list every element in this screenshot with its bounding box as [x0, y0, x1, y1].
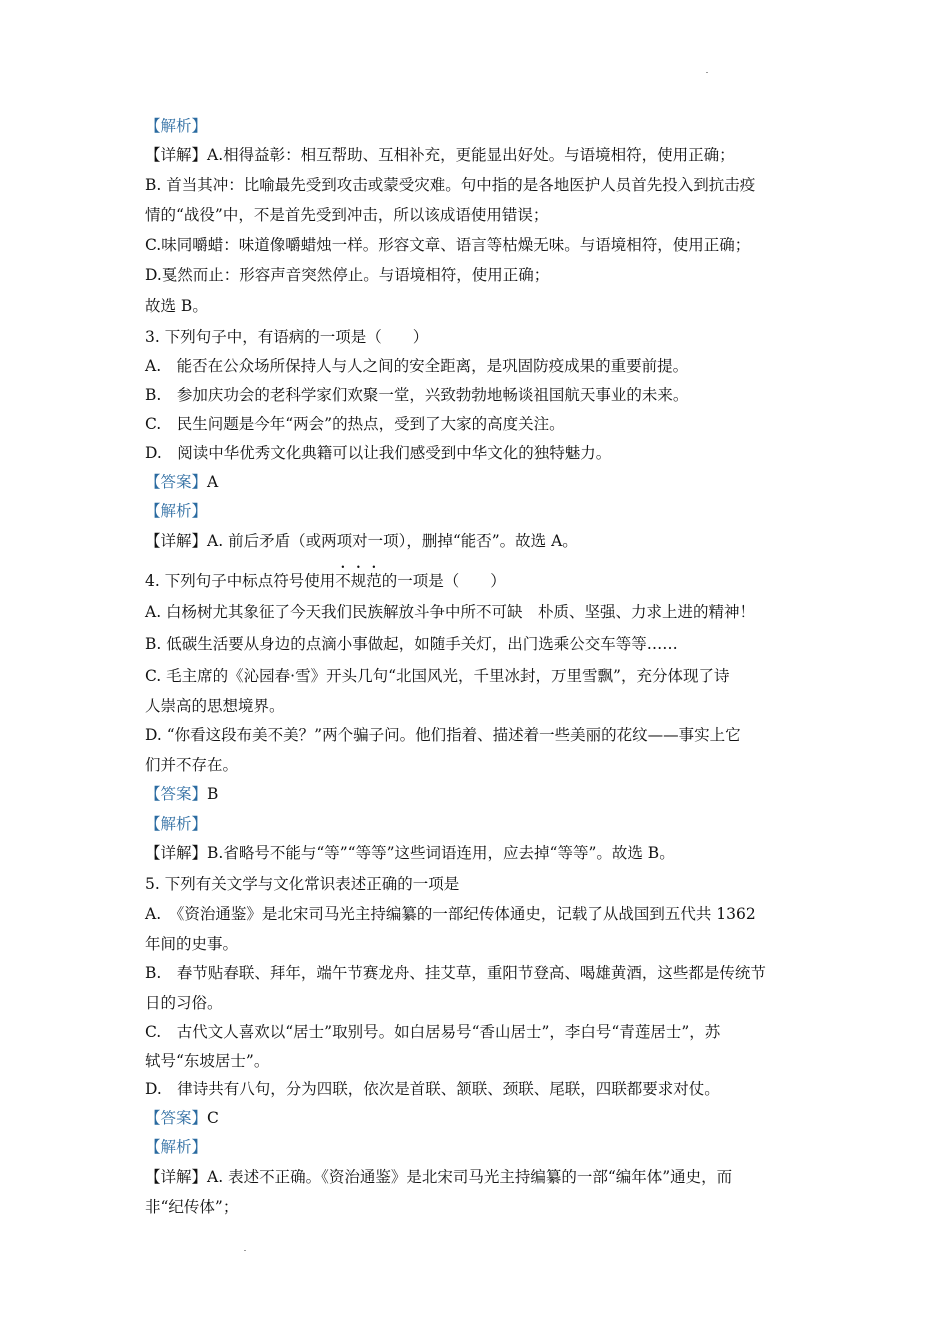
- detail-label: 【详解】: [145, 146, 208, 164]
- analysis-label: 【解析】: [145, 1138, 208, 1156]
- emphasis-text: 不规范: [335, 572, 382, 590]
- q2-detail-d: D.戛然而止：形容声音突然停止。与语境相符，使用正确；: [145, 266, 550, 284]
- q3-option-d: D. 阅读中华优秀文化典籍可以让我们感受到中华文化的独特魅力。: [145, 444, 612, 462]
- q5-option-c-line2: 轼号“东坡居士”。: [145, 1052, 270, 1070]
- detail-label: 【详解】: [145, 532, 208, 550]
- analysis-label: 【解析】: [145, 815, 208, 833]
- q2-detail-b-line1: B. 首当其冲：比喻最先受到攻击或蒙受灾难。句中指的是各地医护人员首先投入到抗击疫: [145, 176, 756, 194]
- q3-answer: 【答案】A: [145, 473, 219, 491]
- q4-detail: 【详解】B.省略号不能与“等”“等等”这些词语连用，应去掉“等等”。故选 B。: [145, 844, 675, 862]
- q5-option-a-line1: A. 《资治通鉴》是北宋司马光主持编纂的一部纪传体通史，记载了从战国到五代共 1362: [145, 905, 756, 923]
- q5-option-c-line1: C. 古代文人喜欢以“居士”取别号。如白居易号“香山居士”，李白号“青莲居士”，苏: [145, 1023, 721, 1041]
- answer-label: 【答案】: [145, 473, 208, 491]
- q5-stem: 5. 下列有关文学与文化常识表述正确的一项是: [145, 875, 460, 893]
- analysis-label: 【解析】: [145, 502, 208, 520]
- q5-detail-line1: 【详解】A. 表述不正确。《资治通鉴》是北宋司马光主持编纂的一部“编年体”通史，而: [145, 1168, 733, 1186]
- analysis-label: 【解析】: [145, 117, 208, 135]
- q4-option-b: B. 低碳生活要从身边的点滴小事做起，如随手关灯，出门选乘公交车等等……: [145, 635, 678, 653]
- q3-option-c: C. 民生问题是今年“两会”的热点，受到了大家的高度关注。: [145, 415, 565, 433]
- scan-speck: [706, 72, 708, 73]
- q5-option-d: D. 律诗共有八句，分为四联，依次是首联、颔联、颈联、尾联，四联都要求对仗。: [145, 1080, 720, 1098]
- q3-option-b: B. 参加庆功会的老科学家们欢聚一堂，兴致勃勃地畅谈祖国航天事业的未来。: [145, 386, 689, 404]
- q4-option-c-line1: C. 毛主席的《沁园春·雪》开头几句“北国风光，千里冰封，万里雪飘”，充分体现了诗: [145, 667, 730, 685]
- q5-answer: 【答案】C: [145, 1109, 219, 1127]
- q5-option-b-line2: 日的习俗。: [145, 994, 223, 1012]
- q3-option-a: A. 能否在公众场所保持人与人之间的安全距离，是巩固防疫成果的重要前提。: [145, 357, 689, 375]
- q5-option-a-line2: 年间的史事。: [145, 935, 239, 953]
- detail-label: 【详解】: [145, 844, 208, 862]
- q4-option-d-line2: 们并不存在。: [145, 756, 239, 774]
- scan-speck: [244, 1250, 246, 1251]
- q2-conclusion: 故选 B。: [145, 297, 208, 315]
- q2-detail-b-line2: 情的“战役”中，不是首先受到冲击，所以该成语使用错误；: [145, 206, 549, 224]
- q4-answer: 【答案】B: [145, 785, 219, 803]
- detail-label: 【详解】: [145, 1168, 208, 1186]
- q4-option-d-line1: D. “你看这段布美不美？”两个骗子问。他们指着、描述着一些美丽的花纹——事实上它: [145, 726, 741, 744]
- q2-detail-a: 【详解】A.相得益彰：相互帮助、互相补充，更能显出好处。与语境相符，使用正确；: [145, 146, 735, 164]
- answer-label: 【答案】: [145, 785, 208, 803]
- q3-stem: 3. 下列句子中，有语病的一项是（ ）: [145, 328, 429, 346]
- q3-detail: 【详解】A. 前后矛盾（或两项对一项），删掉“能否”。故选 A。: [145, 532, 578, 550]
- q4-stem: 4. 下列句子中标点符号使用不规范的一项是（ ）: [145, 572, 506, 590]
- answer-label: 【答案】: [145, 1109, 208, 1127]
- q5-detail-line2: 非“纪传体”；: [145, 1198, 239, 1216]
- q5-option-b-line1: B. 春节贴春联、拜年，端午节赛龙舟、挂艾草，重阳节登高、喝雄黄酒，这些都是传统节: [145, 964, 766, 982]
- q4-option-c-line2: 人崇高的思想境界。: [145, 697, 285, 715]
- q2-detail-c: C.味同嚼蜡：味道像嚼蜡烛一样。形容文章、语言等枯燥无味。与语境相符，使用正确；: [145, 236, 751, 254]
- q4-option-a: A. 白杨树尤其象征了今天我们民族解放斗争中所不可缺 朴质、坚强、力求上进的精神！: [145, 603, 756, 621]
